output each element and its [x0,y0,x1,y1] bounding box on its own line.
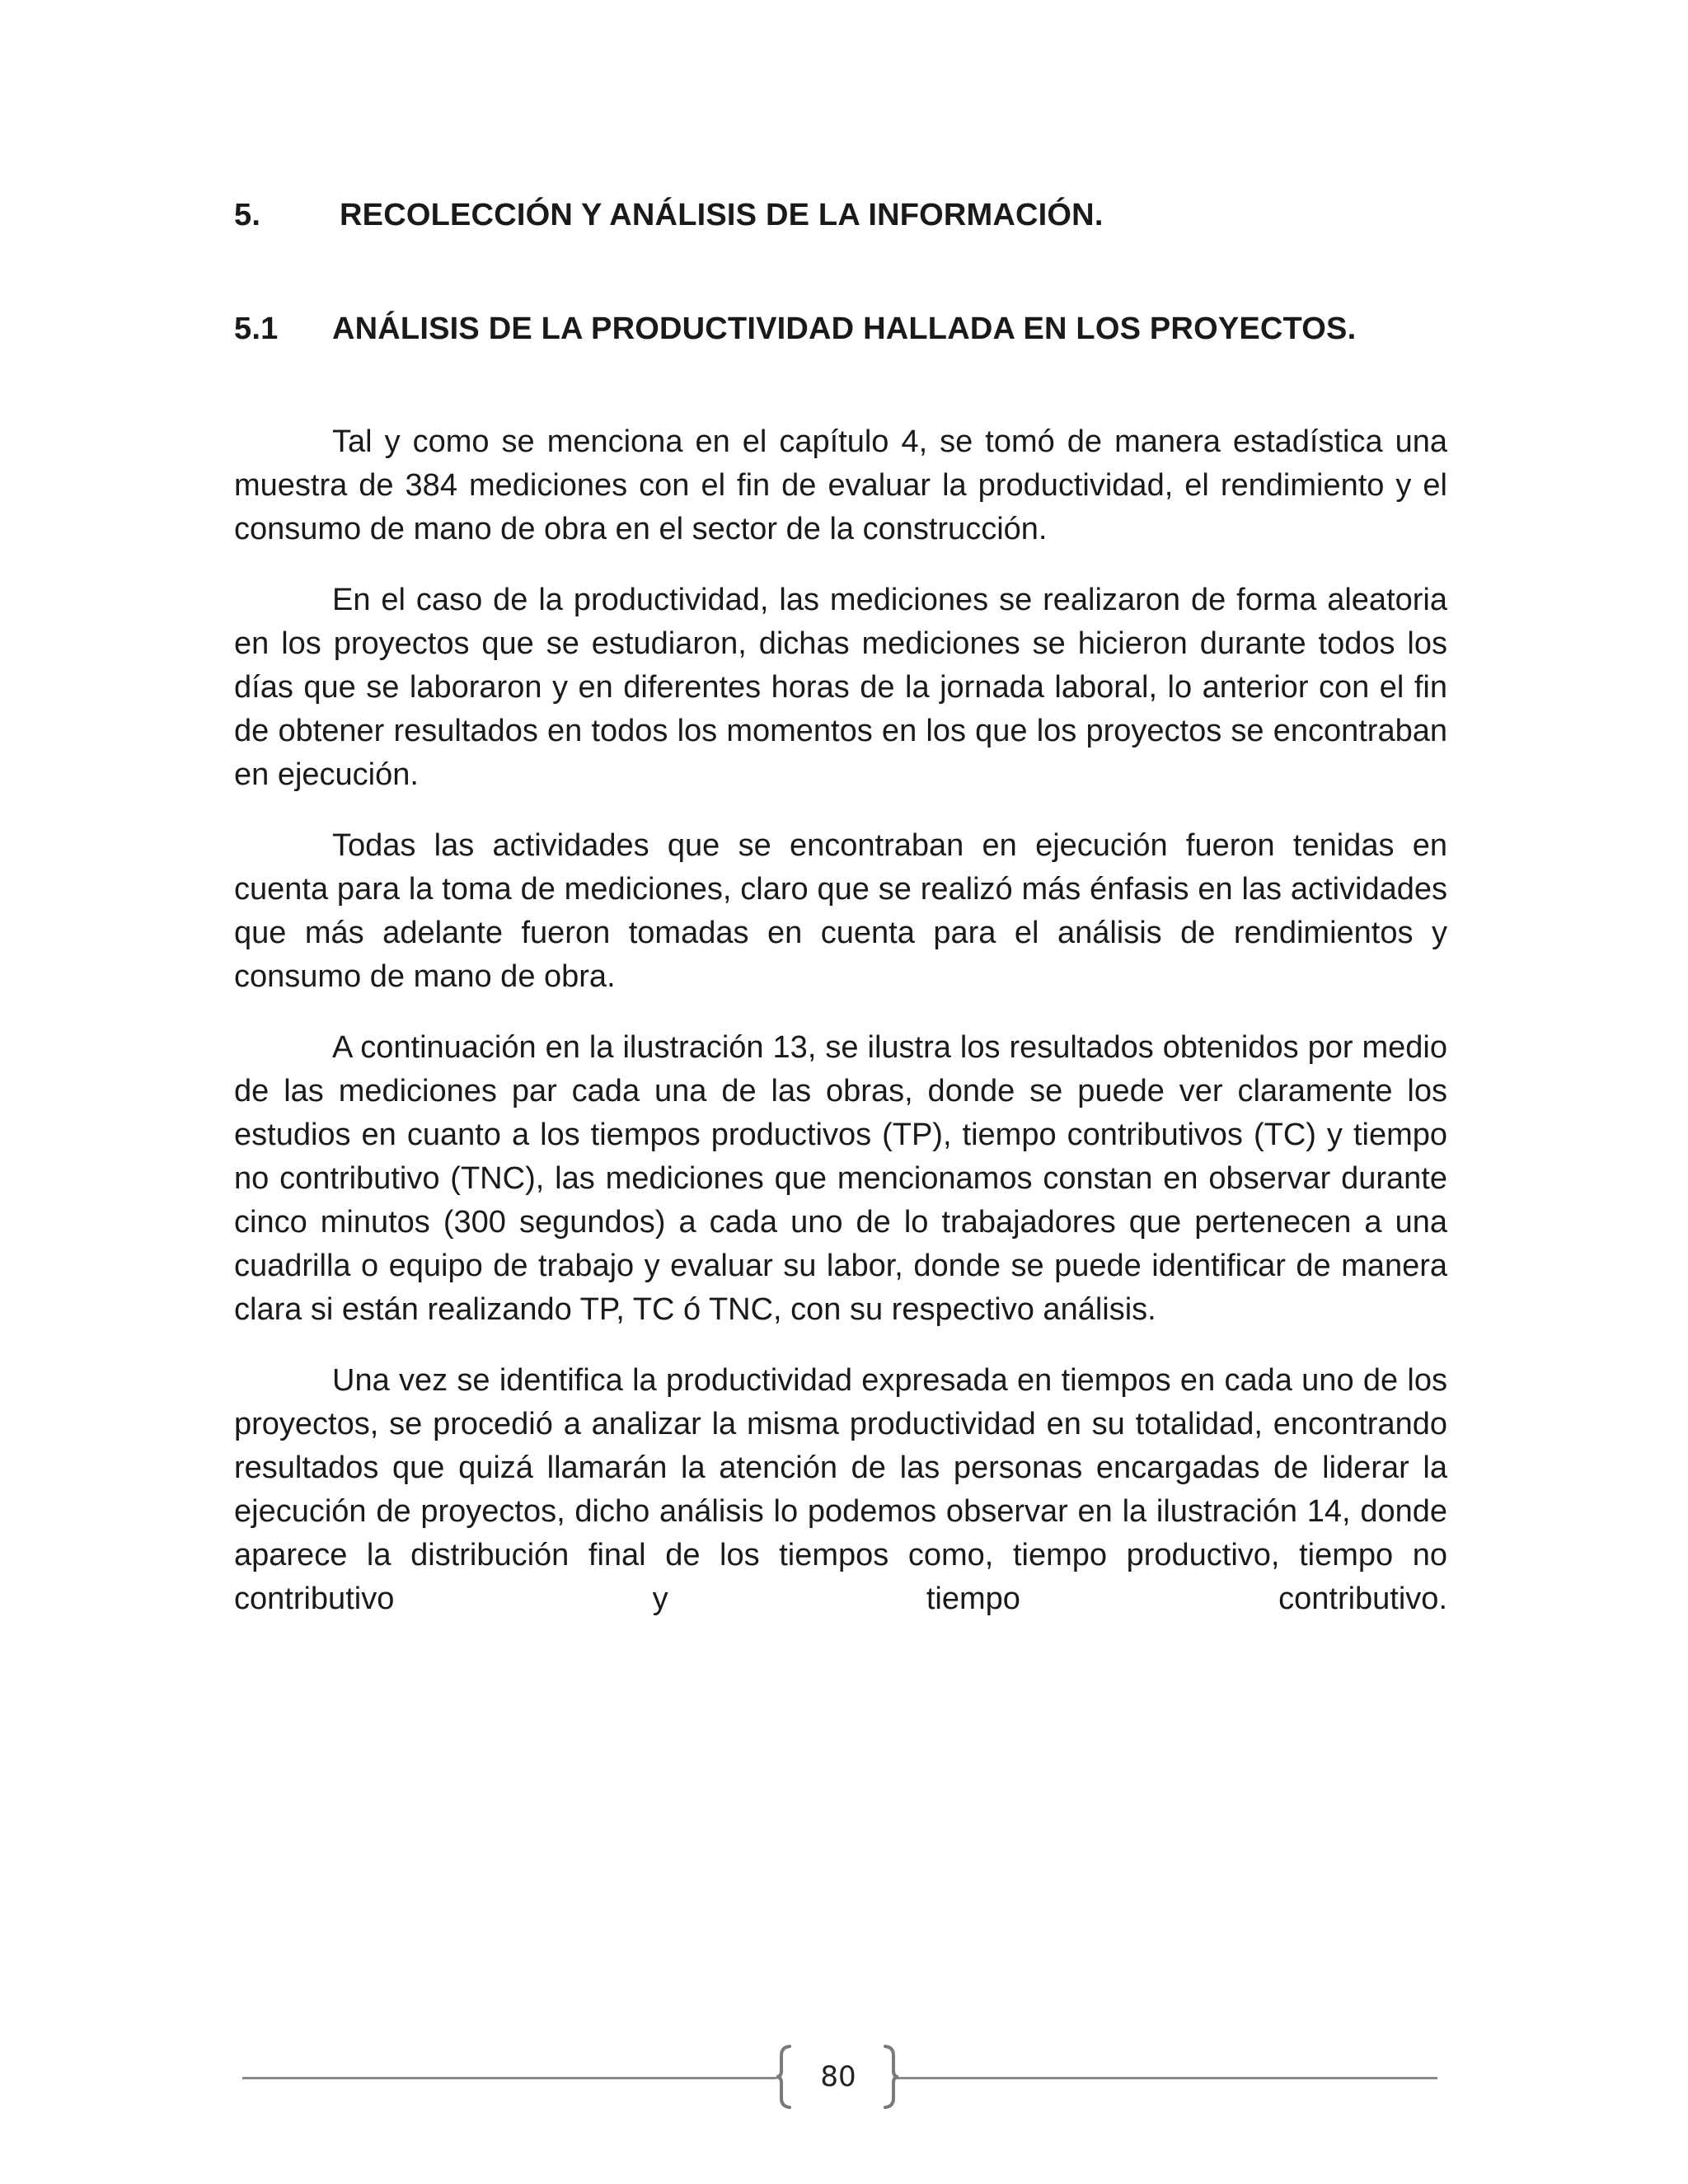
subsection-heading [234,312,1356,347]
section-title: RECOLECCIÓN Y ANÁLISIS DE LA INFORMACIÓN. [340,198,1104,232]
section-number: 5. [234,198,261,232]
paragraph: En el caso de la productividad, las mediciones se realizaron de forma aleatoria en los proyectos que se estudiaron, dichas mediciones se hicieron durante todos los días que se laboraron y en diferentes horas de la jornada laboral, lo anterior con el fin de obtener resultados en todos los momentos en los que los proyectos se encontraban en ejecución. [234,583,1447,792]
subsection-number: 5.1 [234,312,279,346]
paragraph: A continuación en la ilustración 13, se ilustra los resultados obtenidos por medio de las mediciones par cada una de las obras, donde se puede ver claramente los estudios en cuanto a los tiempos productivos (TP), tiempo contributivos (TC) y tiempo no contributivo (TNC), las mediciones que mencionamos constan en observar durante cinco minutos (300 segundos) a cada uno de lo trabajadores que pertenecen a una cuadrilla o equipo de trabajo y evaluar su labor, donde se puede identificar de manera clara si están realizando TP, TC ó TNC, con su respectivo análisis. [234,1030,1447,1327]
left-brace-icon [775,2044,793,2110]
footer-rule-left [242,2077,776,2079]
paragraph: Una vez se identifica la productividad expresada en tiempos en cada uno de los proyectos, se procedió a analizar la misma productividad en su totalidad, encontrando resultados que quizá llamarán la atención de las personas encargadas de liderar la ejecución de proyectos, dicho análisis lo podemos observar en la ilustración 14, donde aparece la distribución final de los tiempos como, tiempo productivo, tiempo no contributivo y tiempo contributivo. [234,1363,1447,1616]
footer-rule-right [897,2077,1437,2079]
right-brace-icon [882,2044,900,2110]
section-heading [234,198,1104,233]
body-text [234,420,1447,1648]
paragraph: Tal y como se menciona en el capítulo 4, se tomó de manera estadística una muestra de 384 mediciones con el fin de evaluar la productividad, el rendimiento y el consumo de mano de obra en el sector de la construcción. [234,424,1447,546]
paragraph: Todas las actividades que se encontraban en ejecución fueron tenidas en cuenta para la toma de mediciones, claro que se realizó más énfasis en las actividades que más adelante fueron tomadas en cuenta para el análisis de rendimientos y consumo de mano de obra. [234,828,1447,994]
subsection-title: ANÁLISIS DE LA PRODUCTIVIDAD HALLADA EN LOS PROYECTOS. [332,312,1357,346]
page-number: 80 [820,2060,856,2093]
